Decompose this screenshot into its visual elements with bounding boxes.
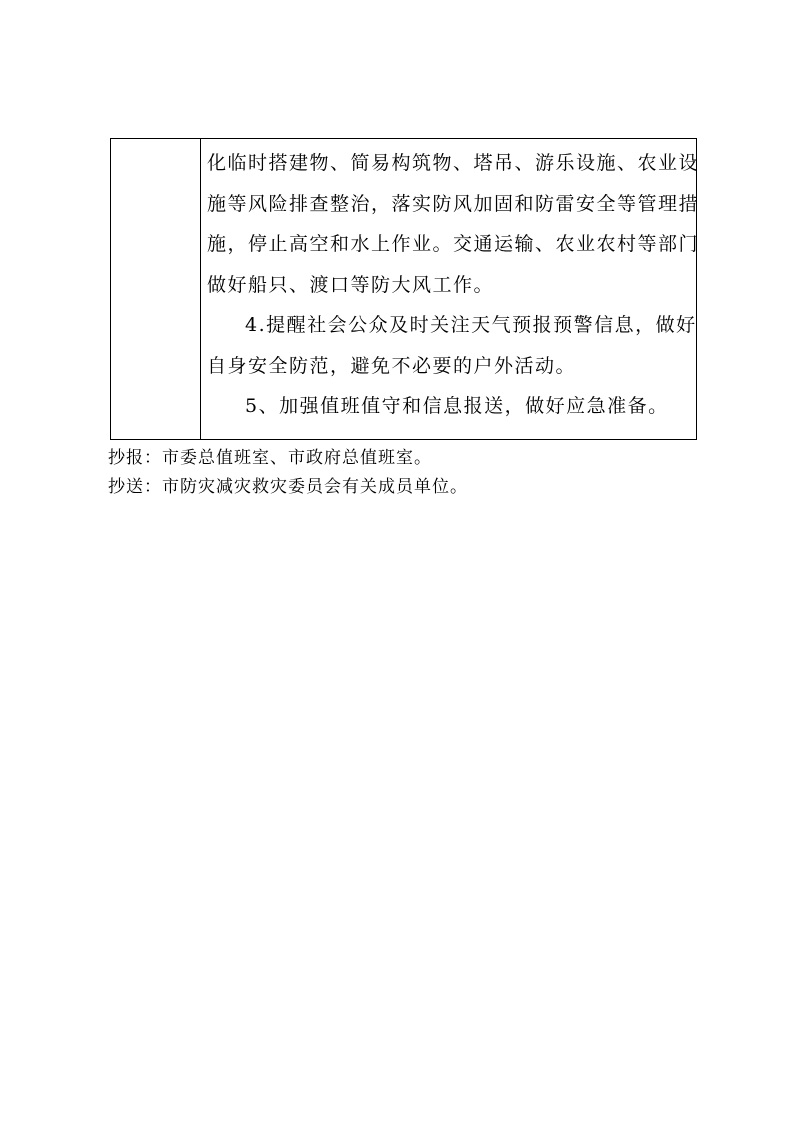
measure-line: 施，停止高空和水上作业。交通运输、农业农村等部门: [207, 233, 700, 255]
measure-line: 化临时搭建物、简易构筑物、塔吊、游乐设施、农业设: [207, 152, 700, 174]
measure-line: 做好船只、渡口等防大风工作。: [207, 273, 495, 296]
distribution-footer: [108, 444, 468, 502]
measure-item-4: 4.提醒社会公众及时关注天气预报预警信息，做好: [245, 314, 697, 336]
measure-line: 自身安全防范，避免不必要的户外活动。: [207, 354, 577, 377]
cc-send-line: 抄送：市防灾减灾救灾委员会有关成员单位。: [108, 477, 468, 497]
cc-report-line: 抄报：市委总值班室、市政府总值班室。: [108, 448, 432, 468]
measures-cell: [207, 143, 700, 427]
measures-table: [110, 138, 700, 440]
measure-item-5: 5、加强值班值守和信息报送，做好应急准备。: [245, 395, 669, 417]
measure-line: 施等风险排查整治，落实防风加固和防雷安全等管理措: [207, 192, 700, 215]
table-column-divider: [200, 139, 201, 439]
